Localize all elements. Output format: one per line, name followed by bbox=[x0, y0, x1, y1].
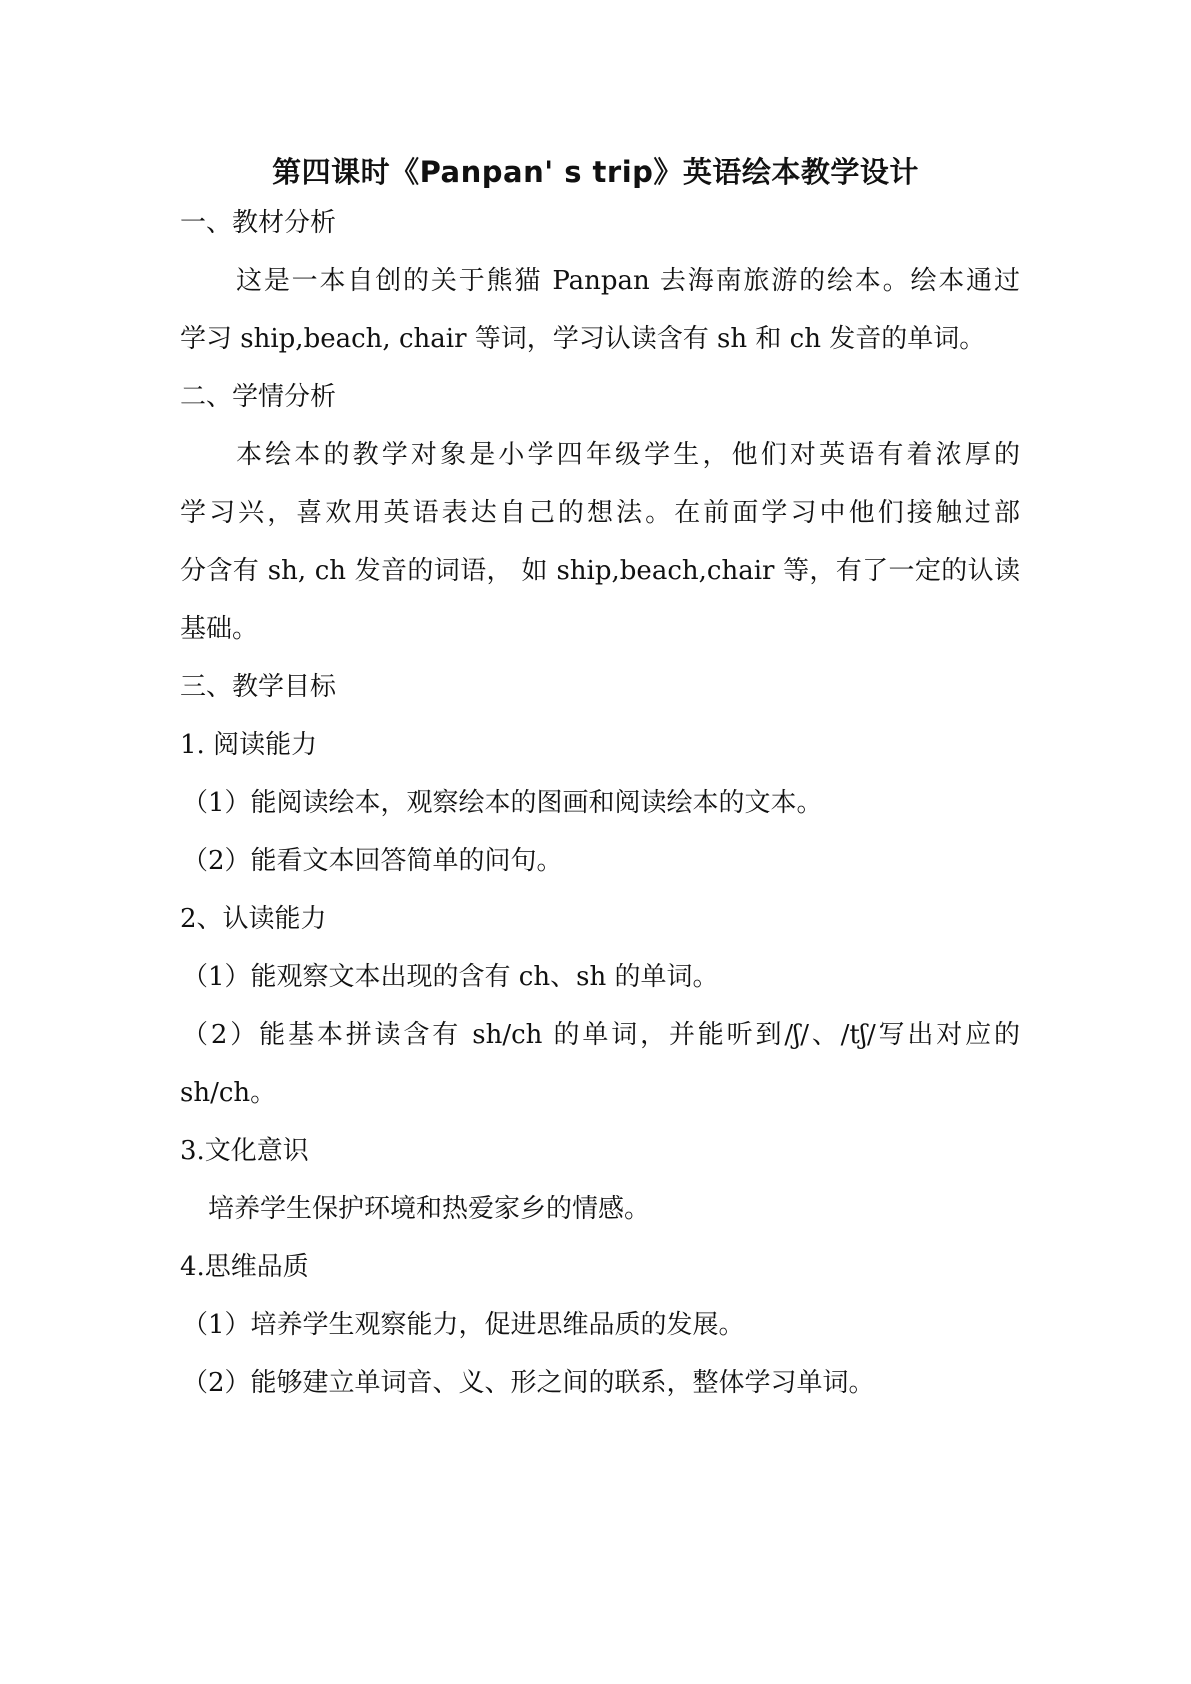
paragraph-line: 基础。 bbox=[180, 614, 259, 644]
list-item: （1）培养学生观察能力，促进思维品质的发展。 bbox=[182, 1310, 745, 1340]
paragraph-line: 分含有 sh, ch 发音的词语， 如 ship,beach,chair 等，有了一定的认读 bbox=[180, 556, 1020, 586]
section-heading-textbook-analysis: 一、教材分析 bbox=[180, 208, 337, 238]
list-item: （1）能观察文本出现的含有 ch、sh 的单词。 bbox=[182, 962, 719, 992]
list-item: （2）能够建立单词音、义、形之间的联系，整体学习单词。 bbox=[182, 1368, 875, 1398]
paragraph-line: 这是一本自创的关于熊猫 Panpan 去海南旅游的绘本。绘本通过 bbox=[236, 266, 1020, 296]
subsection-heading: 2、认读能力 bbox=[180, 904, 327, 934]
subsection-heading: 4.思维品质 bbox=[180, 1252, 309, 1282]
paragraph-line: 培养学生保护环境和热爱家乡的情感。 bbox=[208, 1194, 651, 1224]
section-heading-teaching-goals: 三、教学目标 bbox=[180, 672, 337, 702]
paragraph-line: 学习兴，喜欢用英语表达自己的想法。在前面学习中他们接触过部 bbox=[180, 498, 1020, 528]
paragraph-line: 学习 ship,beach, chair 等词，学习认读含有 sh 和 ch 发音的单词。 bbox=[180, 324, 986, 354]
subsection-heading: 1. 阅读能力 bbox=[180, 730, 318, 760]
paragraph-line: 本绘本的教学对象是小学四年级学生，他们对英语有着浓厚的 bbox=[236, 440, 1020, 470]
list-item: （2）能基本拼读含有 sh/ch 的单词，并能听到/ʃ/、/tʃ/写出对应的 bbox=[182, 1020, 1020, 1050]
subsection-heading: 3.文化意识 bbox=[180, 1136, 309, 1166]
document-title: 第四课时《Panpan' s trip》英语绘本教学设计 bbox=[272, 155, 919, 189]
list-item: （2）能看文本回答简单的问句。 bbox=[182, 846, 563, 876]
section-heading-student-analysis: 二、学情分析 bbox=[180, 382, 337, 412]
paragraph-line: sh/ch。 bbox=[180, 1078, 277, 1108]
list-item: （1）能阅读绘本，观察绘本的图画和阅读绘本的文本。 bbox=[182, 788, 823, 818]
